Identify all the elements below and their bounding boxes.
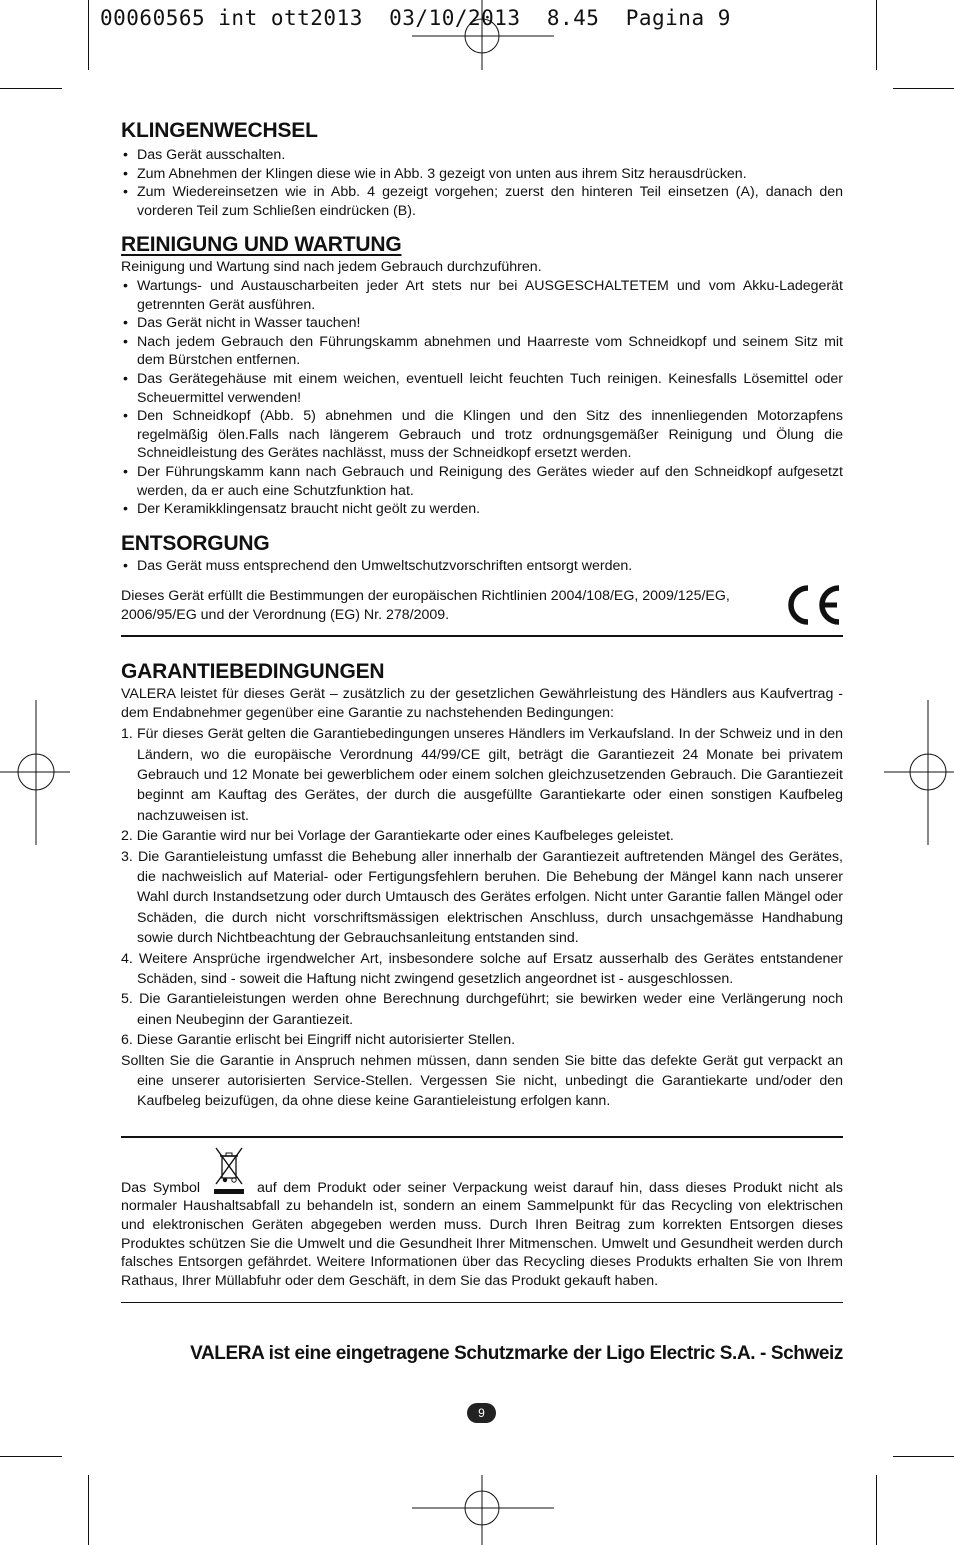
- weee-lead: Das Symbol: [121, 1179, 201, 1196]
- section-title-reinigung: REINIGUNG UND WARTUNG: [121, 233, 402, 257]
- list-item: • Den Schneidkopf (Abb. 5) abnehmen und die Klingen und den Sitz des innenliegenden Motorzapfens regelmäßig ölen.Falls nach längerem Gebrauch und trotz ordnungsgemäßer Reinigung und Ölung die Schneidleistung des Gerätes nachlässt, muss der Schneidkopf ersetzt werden.: [121, 407, 843, 463]
- weee-text: auf dem Produkt oder seiner Verpackung weist darauf hin, dass dieses Produkt nicht als normaler Haushaltsabfall zu behandeln ist, sondern an einem Sammelpunkt für das Recycling von elektrischen und elektronischen Geräten abgegeben werden muss. Durch Ihren Beitrag zum korrekten Entsorgen dieses Produktes schützen Sie die Umwelt und die Gesundheit Ihrer Mitmenschen. Umwelt und Gesundheit werden durch falsches Entsorgen gefährdet. Weitere Informationen über das Recycling dieses Produkts erhalten Sie von Ihrem Rathaus, Ihrer Müllabfuhr oder dem Geschäft, in dem Sie das Produkt gekauft haben.: [121, 1179, 843, 1289]
- crop-mark: [893, 1456, 954, 1457]
- compliance-block: [121, 587, 843, 629]
- garantie-list: [121, 724, 843, 1051]
- section-divider: [121, 1302, 843, 1303]
- crop-mark: [876, 0, 877, 70]
- section-title-klingenwechsel: KLINGENWECHSEL: [121, 119, 318, 142]
- list-item: 5. Die Garantieleistungen werden ohne Berechnung durchgeführt; sie bewirken weder eine Verlängerung noch einen Neubeginn der Garantiezeit.: [121, 991, 843, 1028]
- crop-mark: [876, 1475, 877, 1545]
- list-item: 6. Diese Garantie erlischt bei Eingriff nicht autorisierter Stellen.: [121, 1032, 516, 1049]
- registration-mark-top: [412, 0, 554, 70]
- crop-mark: [893, 88, 954, 89]
- weee-block: [121, 1146, 843, 1291]
- list-item: • Das Gerät muss entsprechend den Umweltschutzvorschriften entsorgt werden.: [121, 557, 843, 576]
- trademark-notice: VALERA ist eine eingetragene Schutzmarke der Ligo Electric S.A. - Schweiz: [190, 1343, 843, 1365]
- list-item: • Das Gerät ausschalten.: [121, 146, 843, 165]
- crop-mark: [0, 88, 62, 89]
- list-item: 4. Weitere Ansprüche irgendwelcher Art, insbesondere solche auf Ersatz ausserhalb des Gerätes entstandener Schäden, sind - soweit die Haftung nicht zwingend gesetzlich angeordnet ist - ausgeschlossen.: [121, 950, 843, 987]
- list-item: • Nach jedem Gebrauch den Führungskamm abnehmen und Haarreste vom Schneidkopf und seinem Sitz mit dem Bürstchen entfernen.: [121, 333, 843, 370]
- registration-mark-right: [884, 700, 954, 845]
- registration-mark-bottom: [412, 1475, 554, 1545]
- list-item: • Das Gerätegehäuse mit einem weichen, eventuell leicht feuchten Tuch reinigen. Keinesfalls Lösemittel oder Scheuermittel verwenden!: [121, 370, 843, 407]
- list-item: 3. Die Garantieleistung umfasst die Behebung aller innerhalb der Garantiezeit auftretenden Mängel des Gerätes, die nachweislich auf Material- oder Fertigungsfehlern beruhen. Die Behebung der Mängel kann nach unserer Wahl durch Instandsetzung oder durch Umtausch des Gerätes erfolgen. Nicht unter Garantie fallen Mängel oder Schäden, die durch nicht vorschriftsmässigen elektrischen Anschluss, durch unsachgemässe Handhabung sowie durch Nichtbeachtung der Gebrauchsanleitung entstanden sind.: [121, 848, 843, 947]
- page-content: [121, 118, 843, 1364]
- list-item: 2. Die Garantie wird nur bei Vorlage der Garantiekarte oder eines Kaufbeleges geleistet.: [121, 828, 674, 845]
- page-number-badge: 9: [467, 1403, 496, 1423]
- garantie-closing: Sollten Sie die Garantie in Anspruch nehmen müssen, dann senden Sie bitte das defekte Gerät gut verpackt an eine unserer autorisierten Service-Stellen. Vergessen Sie nicht, unbedingt die Garantiekarte und/oder den Kaufbeleg beizufügen, da ohne diese keine Garantieleistung erfolgen kann.: [121, 1052, 843, 1110]
- list-item: • Wartungs- und Austauscharbeiten jeder Art stets nur bei AUSGESCHALTETEM und vom Akku-Ladegerät getrennten Gerät ausführen.: [121, 277, 843, 314]
- crop-mark: [0, 1456, 62, 1457]
- list-item: • Der Keramikklingensatz braucht nicht geölt zu werden.: [121, 500, 843, 519]
- list-item: • Der Führungskamm kann nach Gebrauch und Reinigung des Gerätes wieder auf den Schneidkopf aufgesetzt werden, da er auch eine Schutzfunktion hat.: [121, 463, 843, 500]
- crop-mark: [88, 0, 89, 70]
- section-title-garantie: GARANTIEBEDINGUNGEN: [121, 660, 385, 684]
- list-item: • Zum Abnehmen der Klingen diese wie in Abb. 3 gezeigt von unten aus ihrem Sitz herausdrücken.: [121, 165, 843, 184]
- crop-mark: [88, 1475, 89, 1545]
- section-title-entsorgung: ENTSORGUNG: [121, 531, 270, 555]
- section-divider: [121, 635, 843, 637]
- compliance-text: Dieses Gerät erfüllt die Bestimmungen der europäischen Richtlinien 2004/108/EG, 2009/125/EG, 2006/95/EG und der Verordnung (EG) Nr. 278/2009.: [121, 588, 730, 623]
- list-item: 1. Für dieses Gerät gelten die Garantiebedingungen unseres Händlers im Verkaufsland. In der Schweiz und in den Ländern, wo die europäische Verordnung 44/99/CE gilt, beträgt die Garantiezeit 24 Monate bei privatem Gebrauch und 12 Monate bei gewerblichem oder einem solchen gleichzusetzenden Gebrauch. Die Garantiezeit beginnt am Kauftag des Gerätes, der durch die ausgefüllte Garantiekarte oder einen sonstigen Kaufbeleg nachzuweisen ist.: [121, 726, 843, 824]
- ce-mark-icon: [781, 583, 843, 627]
- crossed-out-wheelie-bin-icon: [213, 1146, 245, 1196]
- reinigung-intro: Reinigung und Wartung sind nach jedem Gebrauch durchzuführen.: [121, 259, 542, 276]
- print-slug: 00060565 int ott2013 03/10/2013 8.45 Pagina 9: [100, 6, 731, 30]
- list-item: • Zum Wiedereinsetzen wie in Abb. 4 gezeigt vorgehen; zuerst den hinteren Teil einsetzen (A), danach den vorderen Teil zum Schließen eindrücken (B).: [121, 183, 843, 220]
- klingen-list: [121, 146, 843, 220]
- registration-mark-left: [0, 700, 70, 845]
- section-divider: [121, 1136, 843, 1138]
- list-item: • Das Gerät nicht in Wasser tauchen!: [121, 314, 843, 333]
- reinigung-list: [121, 277, 843, 519]
- entsorgung-list: [121, 557, 843, 576]
- garantie-intro: VALERA leistet für dieses Gerät – zusätzlich zu der gesetzlichen Gewährleistung des Händlers aus Kaufvertrag - dem Endabnehmer gegenüber eine Garantie zu nachstehenden Bedingungen:: [121, 686, 843, 721]
